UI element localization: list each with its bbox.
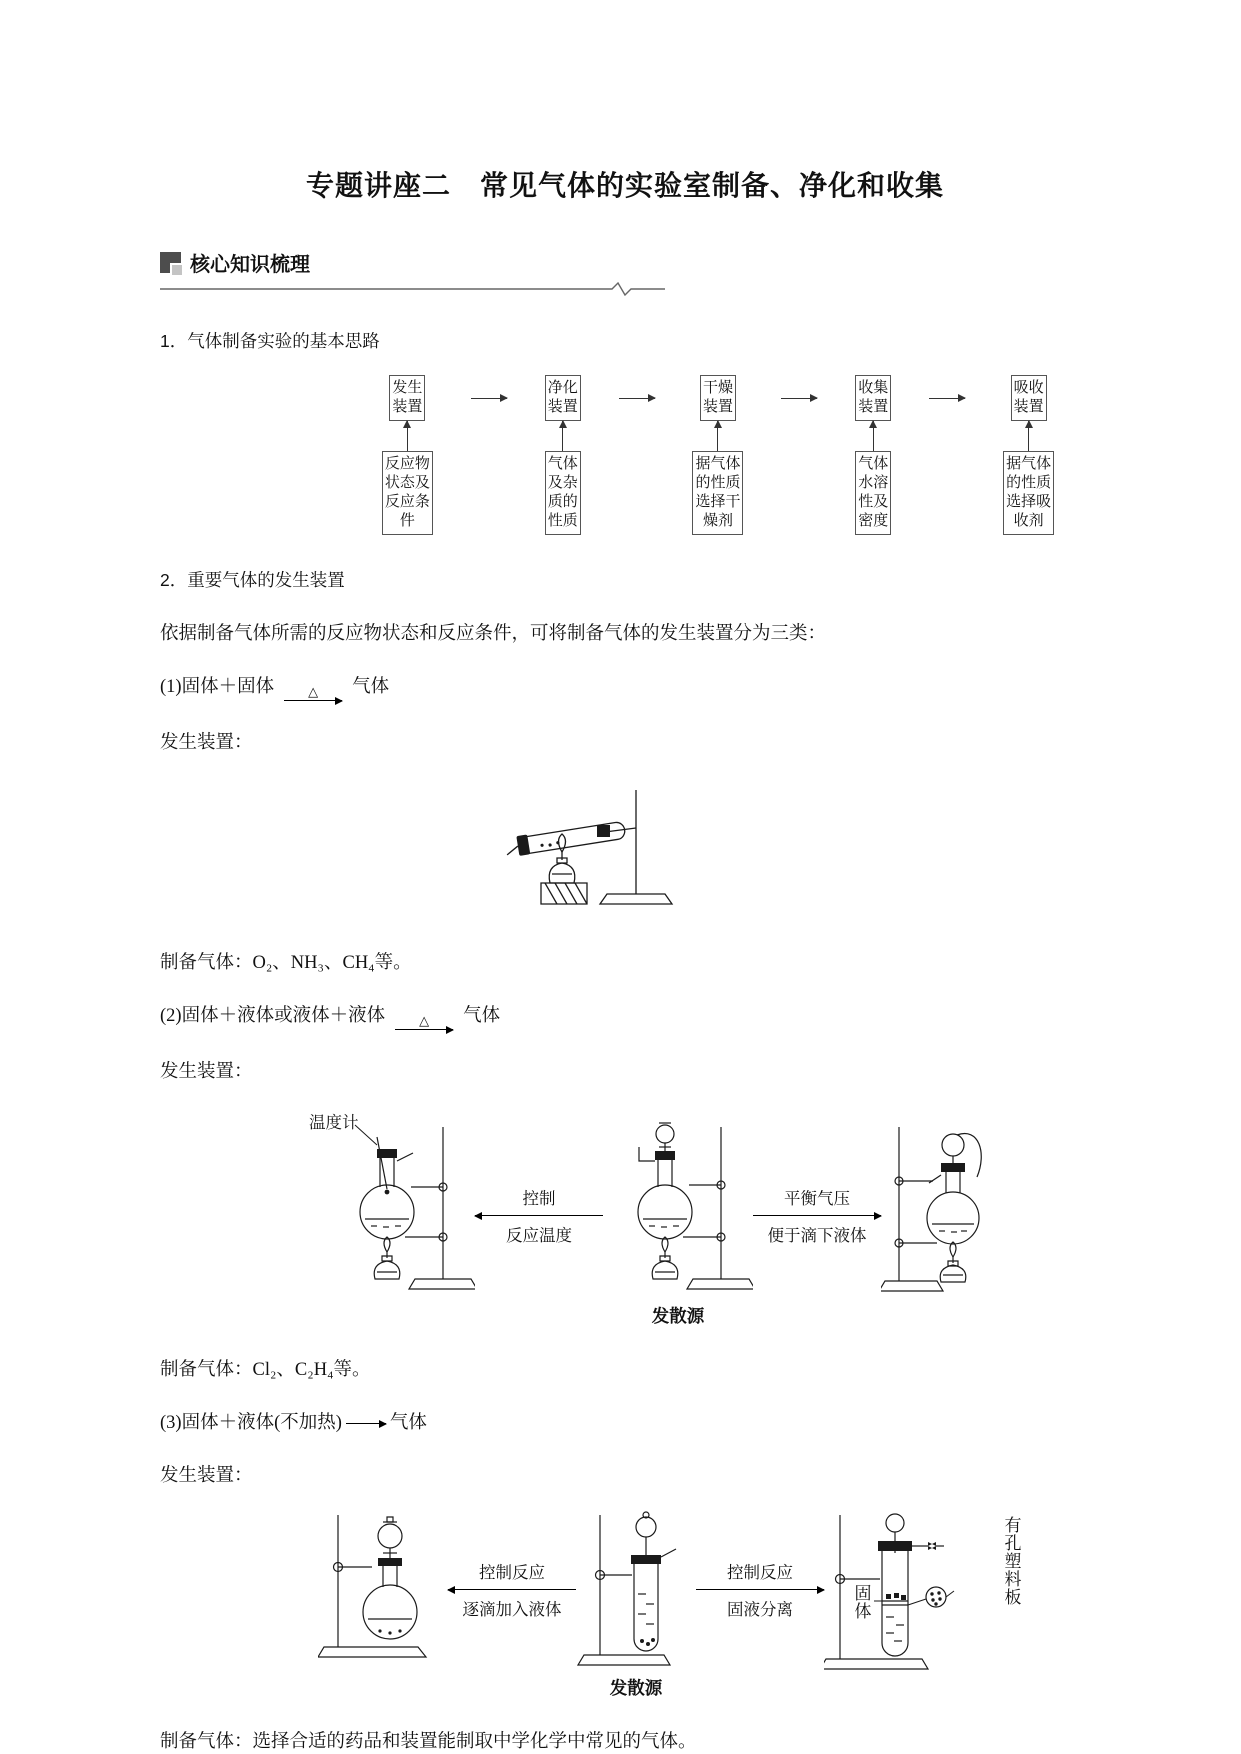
flow-note-reactant-state: 反应物状态及反应条件 — [382, 451, 433, 535]
case2-gases: 制备气体：Cl₂、C₂H₄等。 — [160, 1360, 371, 1380]
relation-arrow-right — [753, 1185, 881, 1246]
source-caption: 发散源 — [651, 1306, 705, 1326]
gas-preparation-flowchart — [346, 375, 1090, 535]
porous-plate-label: 有孔塑料板 — [1004, 1516, 1022, 1607]
relation-arrow-left — [448, 1559, 576, 1620]
thermometer-label: 温度计 — [309, 1113, 359, 1132]
right-arrow — [929, 398, 965, 399]
thermometer — [377, 1137, 387, 1189]
up-arrow — [873, 421, 874, 451]
solid-liquid-heating-apparatus-group — [309, 1107, 1090, 1328]
solid-label: 固体 — [854, 1584, 872, 1621]
case3-product: 气体 — [389, 1413, 427, 1433]
right-arrow — [619, 398, 655, 399]
up-arrow — [407, 421, 408, 451]
heating-condition-arrow — [395, 1015, 453, 1030]
flow-box-drying: 干燥装置 — [700, 375, 736, 421]
funnel-bulb — [942, 1134, 964, 1156]
arrow-label-top: 控制 — [522, 1189, 556, 1208]
section-header-label: 核心知识梳理 — [190, 254, 310, 276]
flow-box-generation: 发生装置 — [389, 375, 425, 421]
case3-reactants: (3)固体＋液体(不加热) — [160, 1413, 342, 1433]
case1-gases: 制备气体：O₂、NH₃、CH₄等。 — [160, 953, 412, 973]
case2-reactants: (2)固体＋液体或液体＋液体 — [160, 1006, 386, 1026]
case3-equation — [160, 1408, 1090, 1434]
flask-with-balance-tube-apparatus — [881, 1119, 1021, 1301]
test-tube-porous-plate-apparatus — [824, 1509, 1022, 1677]
flow-note-drying-agent: 据气体的性质选择干燥剂 — [692, 451, 743, 535]
arrow-label-bottom: 反应温度 — [506, 1226, 572, 1245]
item1-heading: 1．气体制备实验的基本思路 — [160, 331, 380, 351]
case1-product: 气体 — [352, 677, 390, 697]
test-tube-funnel-apparatus — [576, 1509, 696, 1700]
page-title: 专题讲座二 常见气体的实验室制备、净化和收集 — [305, 171, 944, 202]
arrow-label-bottom: 逐滴加入液体 — [462, 1600, 562, 1619]
right-arrow — [696, 1589, 824, 1590]
dropping-funnel — [378, 1524, 402, 1548]
up-arrow — [717, 421, 718, 451]
right-arrow — [753, 1215, 881, 1216]
dropping-funnel — [656, 1125, 674, 1143]
case3-gases: 制备气体：选择合适的药品和装置能制取中学化学中常见的气体。 — [160, 1732, 697, 1752]
flame — [559, 834, 566, 852]
left-arrow — [448, 1589, 576, 1590]
arrow-shaft — [284, 700, 342, 701]
up-arrow — [562, 421, 563, 451]
alcohol-lamp — [549, 863, 575, 883]
delta-symbol: △ — [308, 684, 319, 699]
stopcock-valve — [928, 1542, 936, 1550]
section-divider — [160, 282, 665, 296]
arrow-label-top: 平衡气压 — [784, 1189, 850, 1208]
case1-reactants: (1)固体＋固体 — [160, 677, 275, 697]
flask-dropping-funnel-no-heat-apparatus — [318, 1509, 448, 1667]
funnel-bulb — [636, 1517, 656, 1537]
stand-base — [600, 894, 672, 904]
flow-note-gas-impurity: 气体及杂质的性质 — [545, 451, 581, 535]
up-arrow — [1028, 421, 1029, 451]
arrow-shaft — [395, 1029, 453, 1030]
right-arrow — [781, 398, 817, 399]
relation-arrow-left — [475, 1185, 603, 1246]
funnel-bulb — [886, 1514, 904, 1532]
arrow-label-top: 控制反应 — [479, 1563, 545, 1582]
case1-equation — [160, 672, 1090, 701]
section-header — [160, 248, 1090, 277]
case1-device-label: 发生装置： — [160, 733, 253, 753]
solid-liquid-no-heat-apparatus-group — [318, 1509, 1090, 1700]
right-arrow — [471, 398, 507, 399]
arrow-label-top: 控制反应 — [727, 1563, 793, 1582]
case2-device-label: 发生装置： — [160, 1062, 253, 1082]
case2-equation — [160, 1001, 1090, 1030]
flask-with-thermometer-apparatus — [309, 1113, 475, 1301]
arrow-label-bottom: 便于滴下液体 — [767, 1226, 867, 1245]
left-arrow — [475, 1215, 603, 1216]
item2-heading: 2．重要气体的发生装置 — [160, 570, 345, 590]
flow-box-absorption: 吸收装置 — [1011, 375, 1047, 421]
flask-with-dropping-funnel-apparatus — [603, 1119, 753, 1328]
section-square-icon — [160, 252, 181, 273]
heating-condition-arrow — [284, 686, 342, 701]
source-caption: 发散源 — [609, 1678, 663, 1698]
flow-box-collection: 收集装置 — [855, 375, 891, 421]
item2-intro: 依据制备气体所需的反应物状态和反应条件，可将制备气体的发生装置分为三类： — [160, 624, 827, 644]
flow-note-solubility-density: 气体水溶性及密度 — [855, 451, 891, 535]
case2-product: 气体 — [463, 1006, 501, 1026]
solid-solid-heating-apparatus — [505, 782, 1090, 914]
delta-symbol: △ — [419, 1013, 430, 1028]
flow-note-absorbent: 据气体的性质选择吸收剂 — [1003, 451, 1054, 535]
relation-arrow-right — [696, 1559, 824, 1620]
arrow-label-bottom: 固液分离 — [727, 1600, 793, 1619]
wood-block — [541, 883, 587, 904]
flow-box-purification: 净化装置 — [545, 375, 581, 421]
reaction-arrow — [346, 1423, 386, 1424]
case3-device-label: 发生装置： — [160, 1466, 253, 1486]
